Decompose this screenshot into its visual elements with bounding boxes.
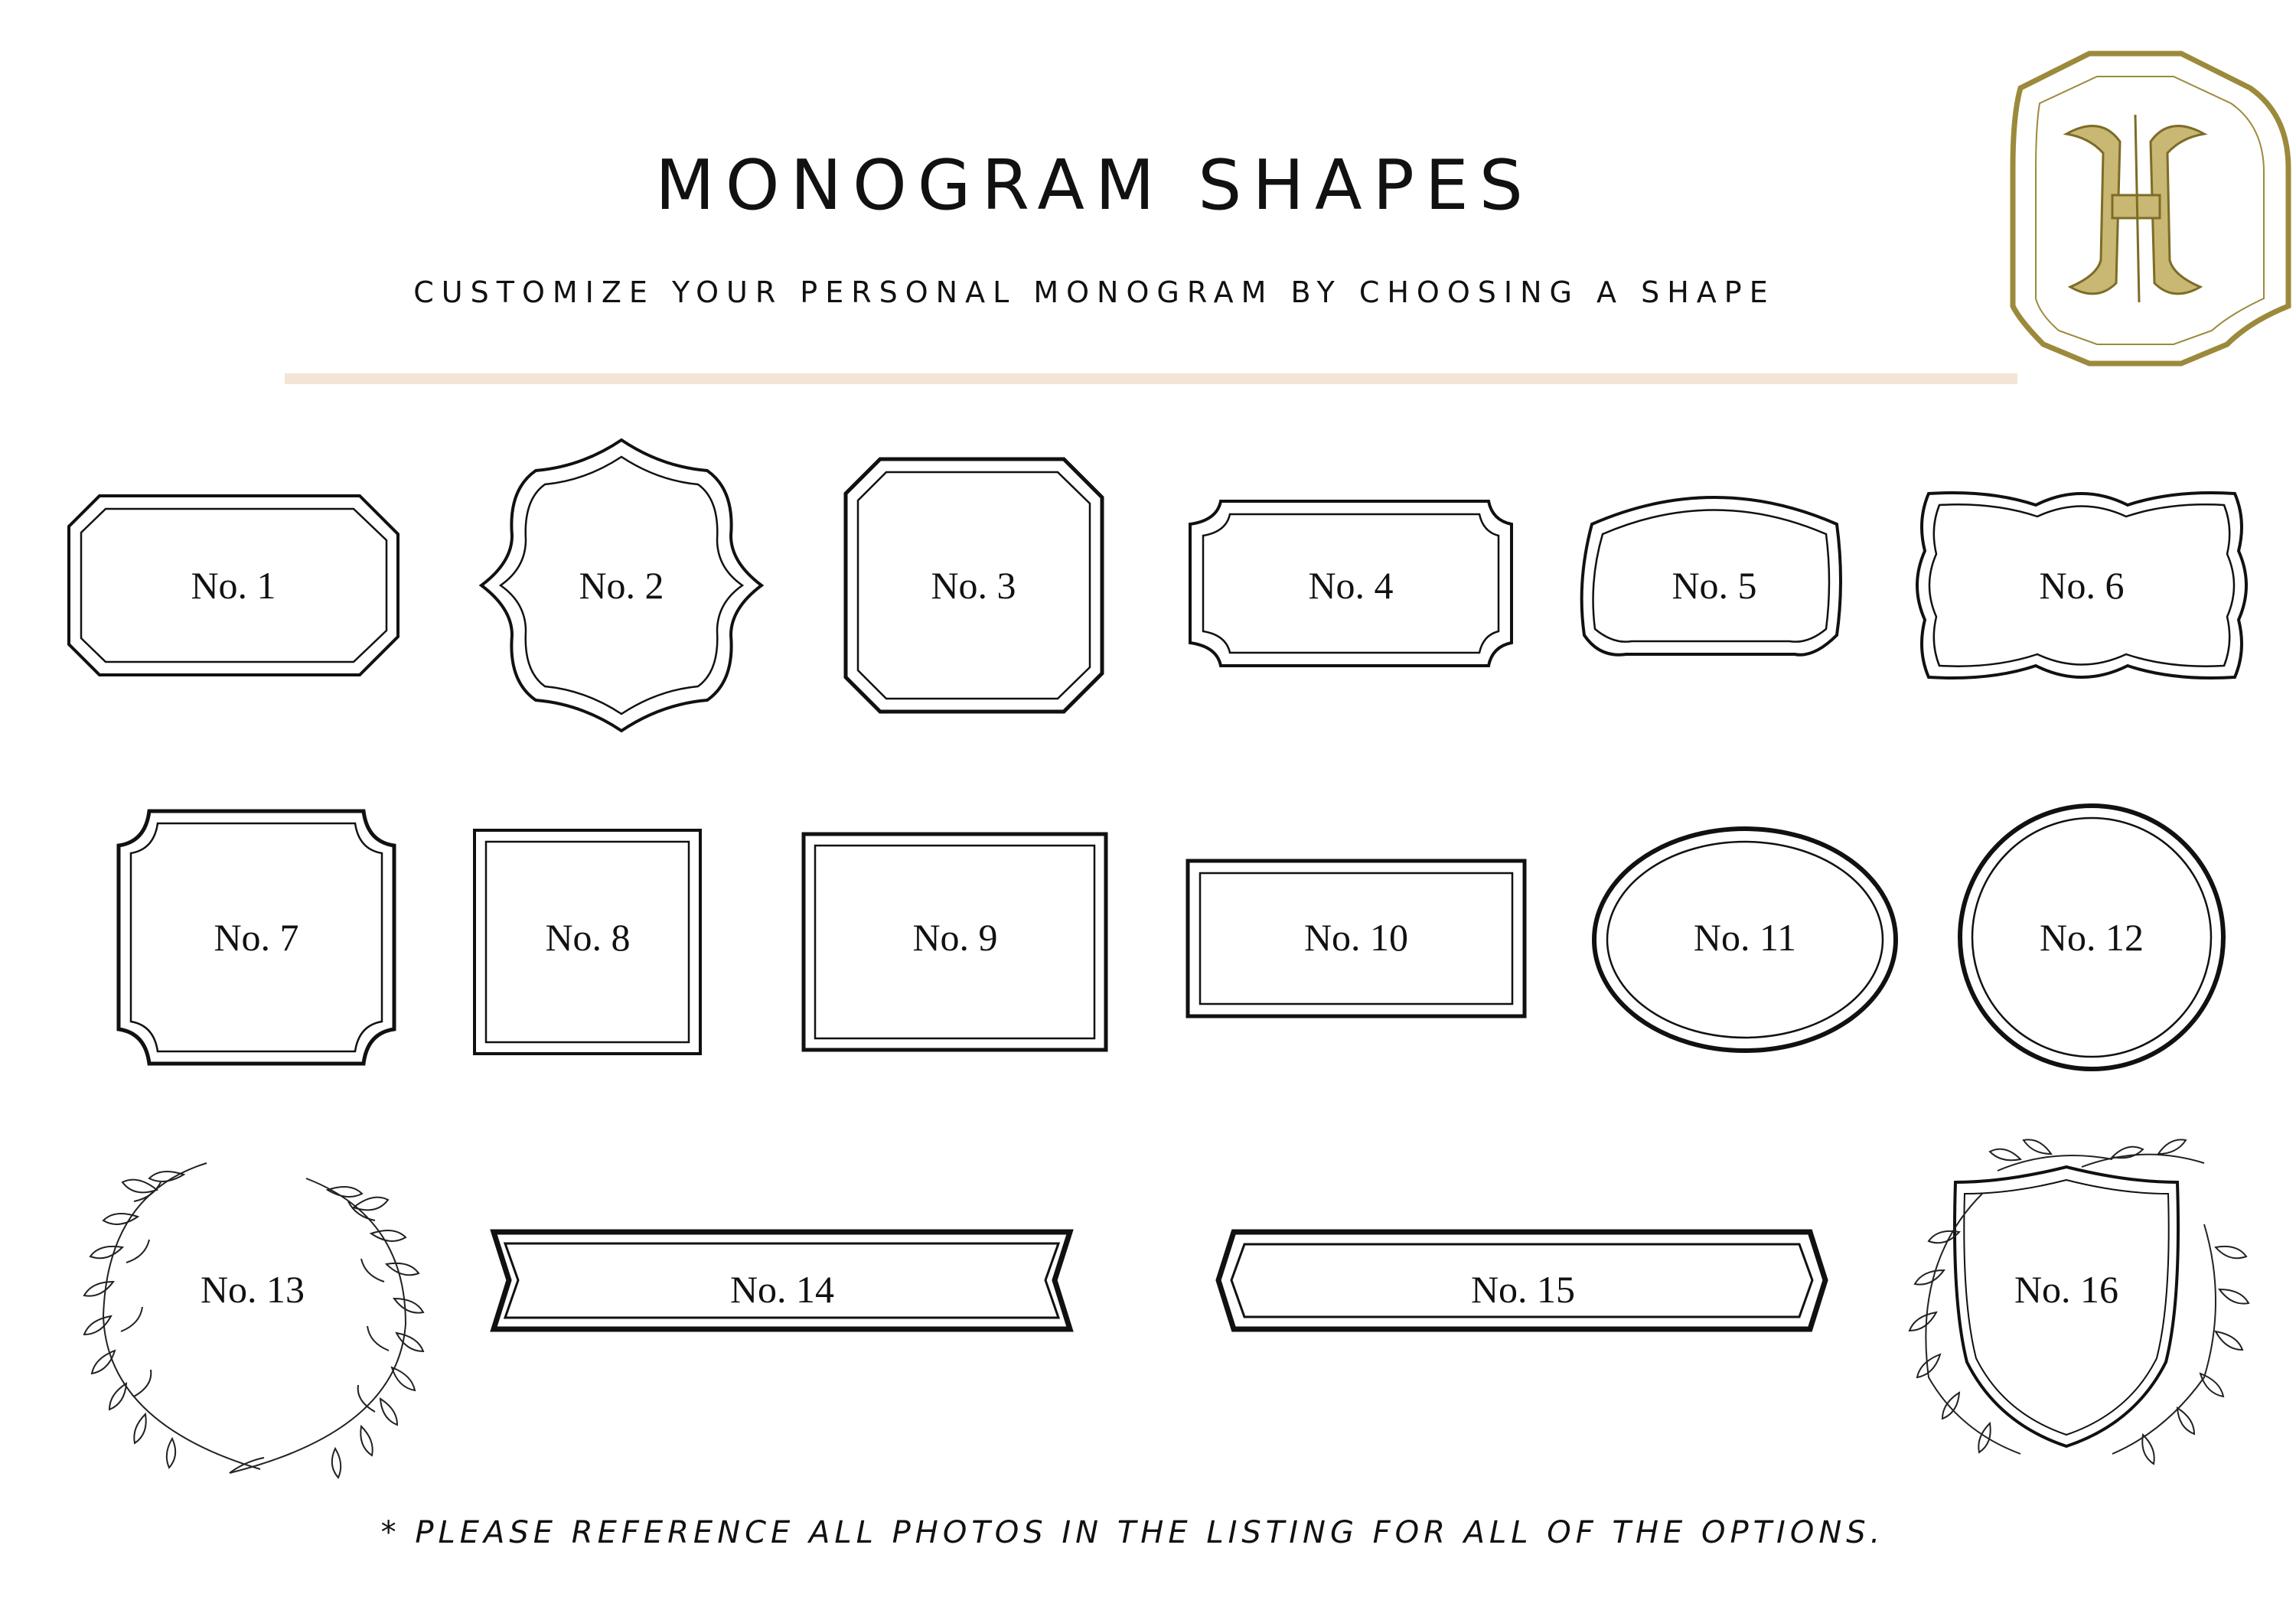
shape-label-13: No. 13 (200, 1268, 305, 1311)
shape-label-8: No. 8 (545, 916, 631, 959)
shape-label-5: No. 5 (1671, 564, 1757, 607)
footnote: * PLEASE REFERENCE ALL PHOTOS IN THE LISTING FOR ALL OF THE OPTIONS. (380, 1515, 1885, 1550)
shape-no-13[interactable] (84, 1163, 423, 1478)
shape-label-15: No. 15 (1470, 1268, 1576, 1311)
shape-label-1: No. 1 (191, 564, 276, 607)
shape-label-4: No. 4 (1308, 564, 1394, 607)
shape-label-6: No. 6 (2039, 564, 2125, 607)
shape-label-10: No. 10 (1303, 916, 1409, 959)
page-subtitle: CUSTOMIZE YOUR PERSONAL MONOGRAM BY CHOOSING A SHAPE (413, 275, 1776, 309)
shape-label-14: No. 14 (729, 1268, 835, 1311)
shape-label-16: No. 16 (2014, 1268, 2119, 1311)
shape-label-11: No. 11 (1693, 916, 1797, 959)
shape-label-7: No. 7 (214, 916, 299, 959)
shape-label-12: No. 12 (2039, 916, 2144, 959)
shape-label-9: No. 9 (912, 916, 998, 959)
shape-label-2: No. 2 (579, 564, 664, 607)
laurel-wreath-icon (84, 1163, 423, 1478)
page-title: MONOGRAM SHAPES (655, 145, 1534, 226)
monogram-logo (2013, 54, 2288, 363)
logo-monogram-mark (2066, 115, 2204, 302)
shape-label-3: No. 3 (931, 564, 1016, 607)
